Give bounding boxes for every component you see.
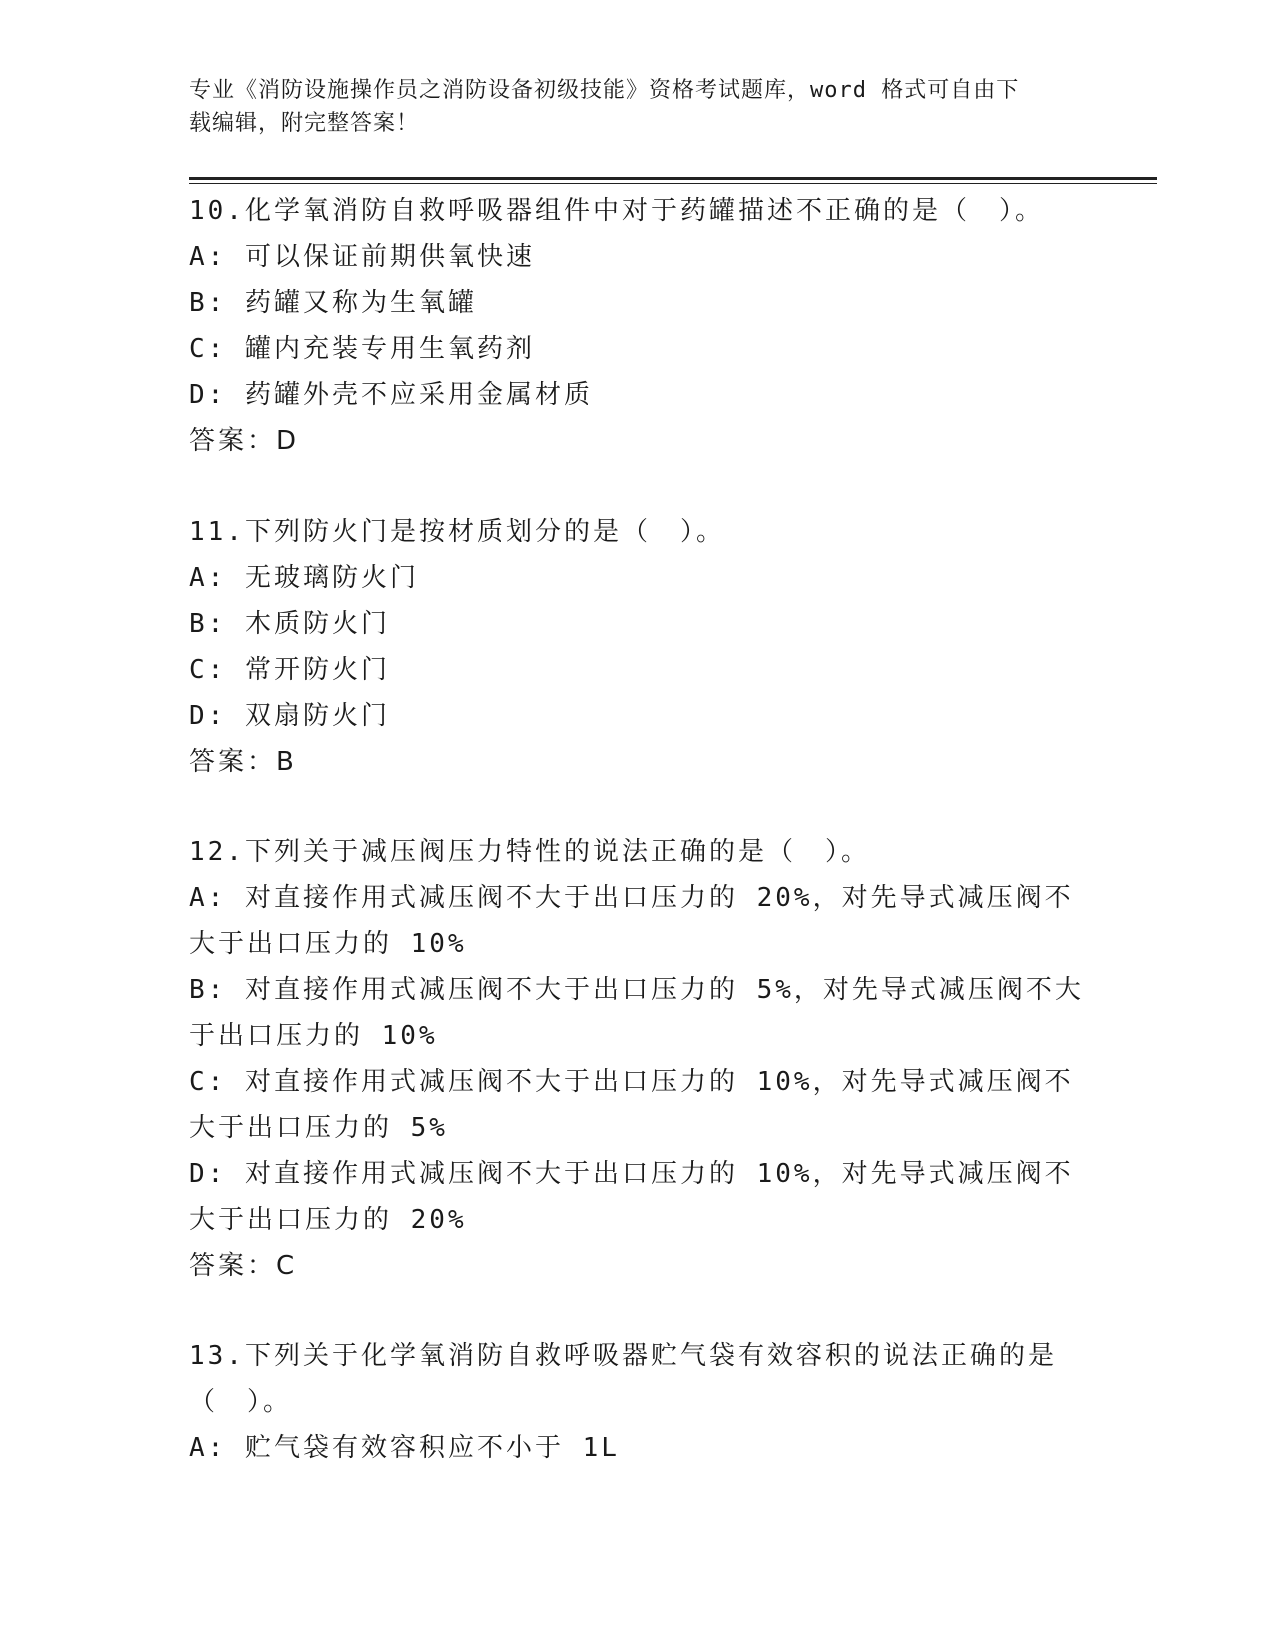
header-line-2: 载编辑，附完整答案！ [189,111,420,136]
answer: 答案：D [189,426,300,456]
question-13 [189,1333,1089,1471]
answer: 答案：B [189,747,297,777]
option-a: A: 可以保证前期供氧快速 [189,242,535,272]
document-header [189,74,1069,140]
header-divider-thick [189,177,1157,180]
option-c: C: 罐内充装专用生氧药剂 [189,334,535,364]
option-c: C: 对直接作用式减压阀不大于出口压力的 10%，对先导式减压阀不大于出口压力的 5% [189,1067,1074,1143]
option-a: A: 无玻璃防火门 [189,563,419,593]
option-b: B: 对直接作用式减压阀不大于出口压力的 5%，对先导式减压阀不大于出口压力的 10% [189,975,1084,1051]
question-stem: 13.下列关于化学氧消防自救呼吸器贮气袋有效容积的说法正确的是（ ）。 [189,1341,1057,1417]
answer: 答案：C [189,1251,298,1281]
option-c: C: 常开防火门 [189,655,390,685]
question-11 [189,509,1089,785]
question-stem: 10.化学氧消防自救呼吸器组件中对于药罐描述不正确的是（ ）。 [189,196,1044,226]
option-a: A: 对直接作用式减压阀不大于出口压力的 20%，对先导式减压阀不大于出口压力的 10% [189,883,1074,959]
option-a: A: 贮气袋有效容积应不小于 1L [189,1433,620,1463]
header-line-1: 专业《消防设施操作员之消防设备初级技能》资格考试题库，word 格式可自由下 [189,78,1020,103]
question-10 [189,188,1089,464]
option-d: D: 药罐外壳不应采用金属材质 [189,380,593,410]
option-d: D: 双扇防火门 [189,701,390,731]
option-d: D: 对直接作用式减压阀不大于出口压力的 10%，对先导式减压阀不大于出口压力的 20% [189,1159,1074,1235]
question-stem: 12.下列关于减压阀压力特性的说法正确的是（ ）。 [189,837,870,867]
question-12 [189,829,1089,1289]
option-b: B: 药罐又称为生氧罐 [189,288,477,318]
question-stem: 11.下列防火门是按材质划分的是（ ）。 [189,517,725,547]
option-b: B: 木质防火门 [189,609,390,639]
header-divider-thin [189,183,1157,184]
